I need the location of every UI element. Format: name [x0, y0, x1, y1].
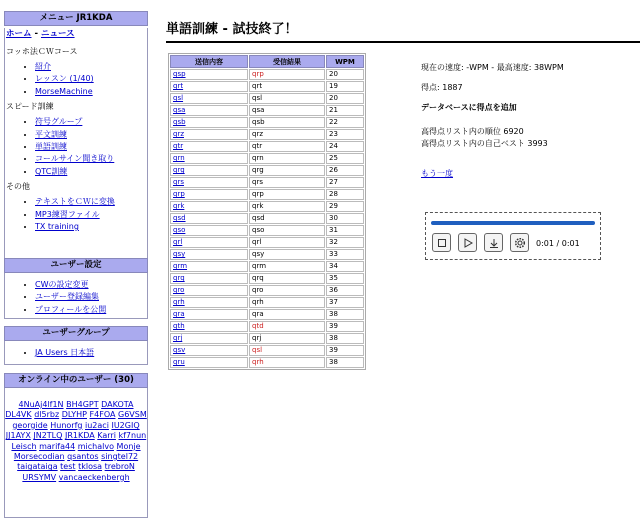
sent-cell [170, 93, 248, 104]
sent-word-link[interactable]: qrj [173, 334, 183, 342]
download-button[interactable] [484, 233, 503, 252]
sent-cell [170, 237, 248, 248]
wpm-cell: 38 [326, 357, 364, 368]
sent-word-link[interactable]: qrq [173, 274, 185, 282]
score-info: 得点: 1887 [421, 83, 463, 92]
wpm-cell: 38 [326, 309, 364, 320]
online-user-link[interactable]: 4NuAj4lf1N [18, 400, 64, 409]
table-row [170, 261, 364, 272]
user-group-list [5, 347, 147, 359]
wpm-cell: 22 [326, 117, 364, 128]
link-intro[interactable]: 紹介 [35, 62, 51, 71]
table-row [170, 297, 364, 308]
link-publish-profile[interactable]: プロフィールを公開 [35, 304, 107, 314]
wpm-cell: 30 [326, 213, 364, 224]
koch-list [5, 61, 147, 98]
link-word-training[interactable]: 単語訓練 [35, 142, 67, 152]
play-icon [463, 238, 473, 248]
received-cell: qrj [249, 333, 325, 344]
list-item [35, 221, 147, 233]
received-cell: qsb [249, 117, 325, 128]
sent-word-link[interactable]: qrz [173, 130, 184, 138]
progress-bar[interactable] [431, 221, 595, 225]
online-user-link[interactable]: kf7nun [118, 431, 147, 441]
sent-cell [170, 201, 248, 212]
list-item [35, 141, 147, 153]
online-user-link[interactable]: JN2TLQ [33, 431, 63, 441]
table-row [170, 153, 364, 164]
speed-info: 現在の速度: -WPM - 最高速度: 38WPM [421, 63, 564, 72]
wpm-cell: 19 [326, 81, 364, 92]
sent-word-link[interactable]: qtr [173, 142, 184, 150]
sent-word-link[interactable]: qrg [173, 166, 185, 174]
online-user-link[interactable]: qsantos [67, 452, 99, 462]
list-item [35, 153, 147, 165]
sent-cell [170, 213, 248, 224]
list-item [35, 209, 147, 221]
link-text-to-cw[interactable]: テキストをＣＷに変換 [35, 197, 115, 207]
table-row [170, 81, 364, 92]
table-row [170, 177, 364, 188]
sent-word-link[interactable]: qrk [173, 202, 185, 210]
play-button[interactable] [458, 233, 477, 252]
link-morsemachine[interactable]: MorseMachine [35, 86, 93, 96]
online-user-link[interactable]: marifa44 [39, 441, 76, 451]
home-news-line [5, 28, 147, 40]
stop-icon [437, 238, 447, 248]
wpm-cell: 23 [326, 129, 364, 140]
table-row [170, 213, 364, 224]
online-user-link[interactable]: singtel72 [101, 452, 139, 462]
online-user-link[interactable]: DL4VK [5, 410, 32, 420]
list-item [35, 129, 147, 141]
title-divider [166, 41, 640, 43]
online-user-link[interactable]: Morsecodian [13, 452, 65, 462]
table-row [170, 69, 364, 80]
sent-word-link[interactable]: qsp [173, 70, 186, 78]
rank-info: 高得点リスト内の順位 6920 [421, 127, 524, 136]
list-item [35, 304, 147, 316]
received-cell: qrs [249, 177, 325, 188]
online-user-link[interactable]: BH4GPT [66, 400, 99, 409]
sent-word-link[interactable]: qrp [173, 190, 185, 198]
online-user-link[interactable]: taigataiga [17, 462, 58, 472]
wpm-cell: 39 [326, 345, 364, 356]
again-link[interactable]: もう一度 [421, 169, 453, 178]
table-row [170, 345, 364, 356]
list-item [35, 291, 147, 303]
link-cw-settings[interactable]: CWの設定変更 [35, 280, 89, 289]
online-user-link[interactable]: Hunorfg [50, 420, 83, 430]
link-lesson[interactable]: レッスン (1/40) [35, 74, 94, 84]
sent-word-link[interactable]: qsa [173, 106, 186, 114]
wpm-cell: 20 [326, 93, 364, 104]
sent-cell [170, 225, 248, 236]
received-cell: qrz [249, 129, 325, 140]
table-row [170, 225, 364, 236]
online-user-link[interactable]: tklosa [78, 462, 103, 472]
sent-word-link[interactable]: qso [173, 226, 186, 234]
sent-cell [170, 297, 248, 308]
stop-button[interactable] [432, 233, 451, 252]
user-settings-panel [4, 258, 148, 319]
sent-cell [170, 129, 248, 140]
online-users-title: オンライン中のユーザー (30) [4, 373, 148, 388]
sent-cell [170, 345, 248, 356]
sent-word-link[interactable]: qru [173, 358, 185, 366]
received-cell: qrq [249, 273, 325, 284]
wpm-cell: 32 [326, 237, 364, 248]
table-row [170, 141, 364, 152]
received-cell: qrp [249, 69, 325, 80]
online-user-link[interactable]: Monje [116, 441, 141, 451]
wpm-cell: 35 [326, 273, 364, 284]
header-sent: 送信内容 [170, 55, 248, 68]
link-qtc[interactable]: QTC訓練 [35, 166, 68, 176]
wpm-cell: 36 [326, 285, 364, 296]
sent-cell [170, 333, 248, 344]
header-received: 受信結果 [249, 55, 325, 68]
user-group-box [4, 341, 148, 365]
online-user-link[interactable]: G6VSM [118, 410, 147, 420]
wpm-cell: 39 [326, 321, 364, 332]
sent-cell [170, 177, 248, 188]
sent-cell [170, 357, 248, 368]
sent-cell [170, 165, 248, 176]
sent-cell [170, 261, 248, 272]
online-user-link[interactable]: trebroN [104, 462, 135, 472]
received-cell: qro [249, 285, 325, 296]
sent-word-link[interactable]: qrn [173, 154, 185, 162]
sent-word-link[interactable]: qth [173, 322, 185, 330]
link-code-groups[interactable]: 符号グループ [35, 117, 83, 127]
table-row [170, 165, 364, 176]
sent-cell [170, 249, 248, 260]
sent-word-link[interactable]: qsy [173, 250, 186, 258]
wpm-cell: 26 [326, 165, 364, 176]
add-db-label: データベースに得点を追加 [421, 103, 517, 112]
wpm-cell: 34 [326, 261, 364, 272]
received-cell: qrg [249, 165, 325, 176]
section-other-label: その他 [6, 182, 30, 192]
sent-cell [170, 81, 248, 92]
received-cell: qrt [249, 81, 325, 92]
sent-cell [170, 309, 248, 320]
results-table [168, 53, 366, 370]
table-row [170, 105, 364, 116]
again-link-wrap [421, 168, 453, 179]
online-user-link[interactable]: DLYHP [61, 410, 87, 420]
table-row [170, 129, 364, 140]
link-callsign[interactable]: コールサイン聞き取り [35, 154, 115, 164]
table-row [170, 201, 364, 212]
table-row [170, 309, 364, 320]
online-user-link[interactable]: vancaeckenbergh [58, 472, 130, 482]
list-item [35, 279, 147, 291]
online-user-link[interactable]: georgide [12, 420, 48, 430]
table-row [170, 189, 364, 200]
wpm-cell: 31 [326, 225, 364, 236]
list-item [35, 166, 147, 178]
received-cell: qsl [249, 93, 325, 104]
online-user-link[interactable]: F4FOA [89, 410, 116, 420]
user-group-panel [4, 326, 148, 365]
online-user-link[interactable]: Karri [97, 431, 116, 441]
sent-cell [170, 273, 248, 284]
online-users-list [4, 388, 148, 518]
page-title: 単語訓練 - 試技終了！ [166, 22, 298, 37]
wpm-cell: 21 [326, 105, 364, 116]
audio-player [425, 212, 601, 260]
table-row [170, 117, 364, 128]
received-cell: qsy [249, 249, 325, 260]
table-row [170, 333, 364, 344]
download-icon [489, 238, 499, 248]
received-cell: qrm [249, 261, 325, 272]
received-cell: qrp [249, 189, 325, 200]
received-cell: qrl [249, 237, 325, 248]
link-mp3[interactable]: MP3練習ファイル [35, 209, 100, 219]
received-cell: qrn [249, 153, 325, 164]
received-cell: qsd [249, 213, 325, 224]
online-user-link[interactable]: dl5rbz [34, 410, 60, 420]
online-user-link[interactable]: DAKOTA [101, 400, 134, 409]
wpm-cell: 24 [326, 141, 364, 152]
link-plain-text[interactable]: 平文訓練 [35, 129, 67, 139]
received-cell: qtd [249, 321, 325, 332]
sent-cell [170, 189, 248, 200]
table-row [170, 249, 364, 260]
time-display: 0:01 / 0:01 [536, 239, 580, 248]
sent-word-link[interactable]: qrt [173, 82, 184, 90]
received-cell: qsa [249, 105, 325, 116]
list-item [35, 86, 147, 98]
online-users-panel [4, 373, 148, 518]
user-settings-box [4, 273, 148, 319]
table-header-row [170, 55, 364, 68]
online-user-link[interactable]: JR1KDA [64, 431, 95, 441]
sent-cell [170, 285, 248, 296]
online-user-link[interactable]: michalvo [77, 441, 114, 451]
table-row [170, 93, 364, 104]
settings-button[interactable] [510, 233, 529, 252]
sent-cell [170, 69, 248, 80]
table-row [170, 285, 364, 296]
link-tx-training[interactable]: TX training [35, 222, 79, 232]
gear-icon [514, 237, 526, 249]
list-item [35, 73, 147, 85]
wpm-cell: 27 [326, 177, 364, 188]
online-user-link[interactable]: iu2aci [85, 420, 109, 430]
sent-word-link[interactable]: qrs [173, 178, 184, 186]
link-ja-users[interactable]: JA Users 日本語 [35, 348, 95, 357]
link-edit-registration[interactable]: ユーザー登録編集 [35, 292, 99, 302]
user-group-title: ユーザーグループ [4, 326, 148, 341]
wpm-cell: 29 [326, 201, 364, 212]
section-speed-label: スピード訓練 [6, 102, 54, 112]
sent-cell [170, 105, 248, 116]
sent-word-link[interactable]: qrm [173, 262, 188, 270]
wpm-cell: 28 [326, 189, 364, 200]
received-cell: qra [249, 309, 325, 320]
sent-word-link[interactable]: qsv [173, 346, 186, 354]
news-link[interactable]: ニュース [40, 29, 75, 39]
results-body [170, 69, 364, 368]
list-item [35, 61, 147, 73]
table-row [170, 321, 364, 332]
sent-word-link[interactable]: qra [173, 310, 185, 318]
sent-word-link[interactable]: qsb [173, 118, 186, 126]
sidebar [4, 11, 148, 261]
wpm-cell: 38 [326, 333, 364, 344]
menu-box [4, 28, 148, 261]
other-list [5, 196, 147, 233]
online-user-link[interactable]: URSYMV [22, 472, 57, 482]
received-cell: qrh [249, 357, 325, 368]
sent-cell [170, 117, 248, 128]
wpm-cell: 33 [326, 249, 364, 260]
header-wpm: WPM [326, 55, 364, 68]
menu-title: メニュー JR1KDA [4, 11, 148, 26]
best-info: 高得点リスト内の自己ベスト 3993 [421, 139, 548, 148]
online-user-link[interactable]: test [60, 462, 76, 472]
received-cell: qrh [249, 297, 325, 308]
table-row [170, 273, 364, 284]
table-row [170, 237, 364, 248]
user-settings-list [5, 279, 147, 316]
sent-word-link[interactable]: qrl [173, 238, 183, 246]
speed-list [5, 116, 147, 178]
online-user-link[interactable]: Leisch [11, 441, 37, 451]
sent-cell [170, 153, 248, 164]
list-item [35, 347, 147, 359]
received-cell: qrk [249, 201, 325, 212]
home-link[interactable]: ホーム [6, 29, 32, 39]
sent-word-link[interactable]: qrh [173, 298, 185, 306]
list-item [35, 196, 147, 208]
wpm-cell: 37 [326, 297, 364, 308]
wpm-cell: 20 [326, 69, 364, 80]
online-user-link[interactable]: IU2GIQ [111, 420, 140, 430]
section-koch-label: コッホ法ＣＷコース [6, 47, 78, 56]
received-cell: qtr [249, 141, 325, 152]
sent-cell [170, 141, 248, 152]
wpm-cell: 25 [326, 153, 364, 164]
table-row [170, 357, 364, 368]
sent-cell [170, 321, 248, 332]
received-cell: qsl [249, 345, 325, 356]
sent-word-link[interactable]: qro [173, 286, 185, 294]
user-settings-title: ユーザー設定 [4, 258, 148, 273]
sent-word-link[interactable]: qsd [173, 214, 186, 222]
online-user-link[interactable]: JJ1AYX [5, 431, 31, 441]
home-separator: - [34, 29, 39, 39]
sent-word-link[interactable]: qsl [173, 94, 184, 102]
received-cell: qso [249, 225, 325, 236]
list-item [35, 116, 147, 128]
